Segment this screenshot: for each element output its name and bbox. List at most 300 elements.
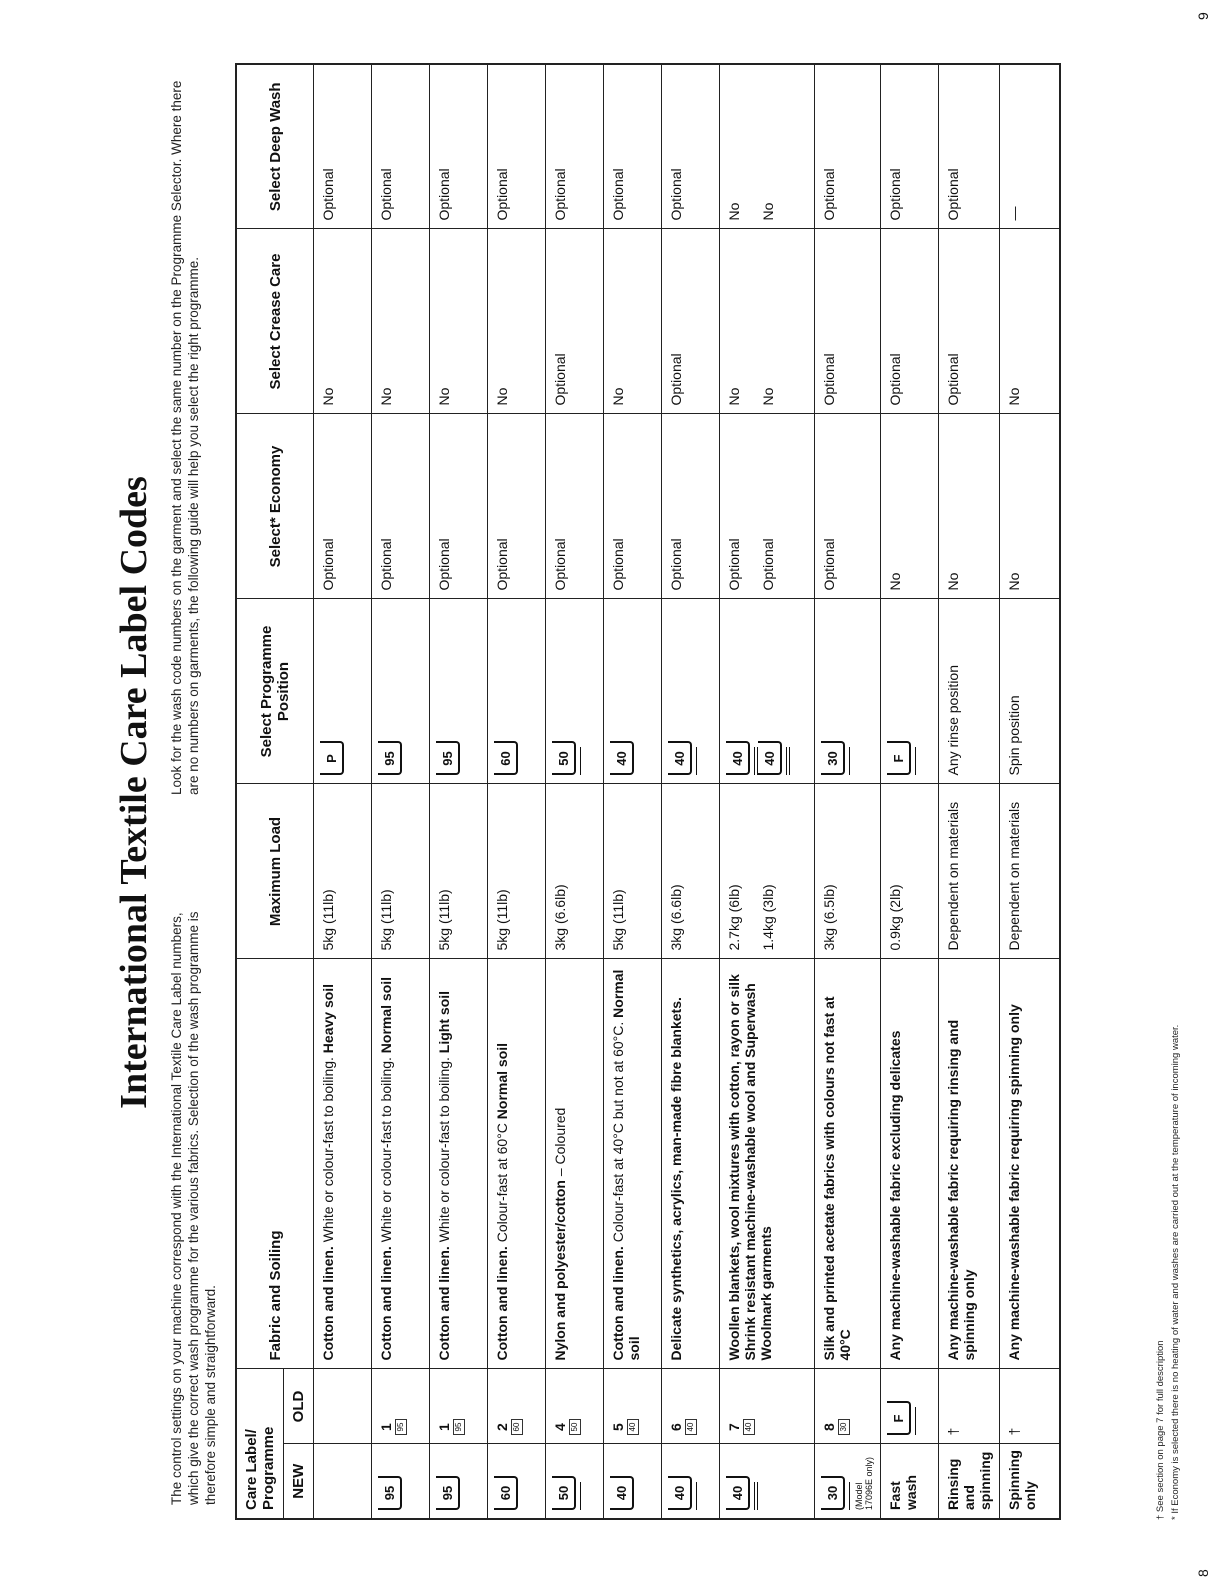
page-number-right: 9 (1195, 12, 1211, 20)
wash-tub-icon (610, 742, 634, 776)
deep-value: Optional (887, 168, 903, 221)
care-symbol-old (553, 1419, 581, 1436)
wash-temp-label: F (891, 754, 906, 763)
cell-programme-position (430, 599, 488, 784)
cell-economy (720, 414, 815, 599)
cell-fabric (372, 959, 430, 1369)
wash-temp-label: 30 (825, 751, 840, 766)
cell-programme-position (314, 599, 372, 784)
cell-deep-wash (430, 64, 488, 229)
programme-name: Spinning only (1006, 1450, 1038, 1510)
wash-temp-label: 40 (762, 751, 777, 766)
table-body (314, 64, 1060, 1519)
wash-tub-icon (378, 742, 402, 776)
cell-crease-care (1000, 229, 1060, 414)
old-code-number: 6 (668, 1423, 684, 1431)
wash-tub-icon (726, 742, 750, 776)
wash-tub-icon (494, 742, 518, 776)
header-care-label: Care Label/ Programme (236, 1369, 284, 1519)
crease-value: Optional (821, 353, 837, 406)
old-code-temp: 95 (395, 1419, 407, 1436)
fabric-detail: White or colour-fast to boiling. (436, 1053, 452, 1247)
fabric-type: Cotton and linen. (320, 1246, 336, 1361)
deep-value: Optional (436, 168, 452, 221)
fabric-soil: Normal soil (378, 976, 394, 1054)
bar-underline-icon (694, 748, 697, 776)
old-code-temp: 40 (743, 1419, 755, 1436)
wash-temp-label: 50 (556, 751, 571, 766)
economy-value: Optional (668, 538, 684, 591)
cell-max-load (939, 784, 1000, 959)
wash-temp-label: 40 (614, 1485, 629, 1501)
fabric-soil: Shrink resistant machine-washable wool and Superwash Woolmark garments (742, 983, 774, 1361)
cell-programme-position (815, 599, 881, 784)
wash-tub-icon (668, 742, 692, 776)
old-code-number: 7 (726, 1423, 742, 1431)
dagger-mark: † (1006, 1427, 1022, 1436)
cell-new (881, 1444, 939, 1519)
economy-value: Optional (494, 538, 510, 591)
cell-economy (815, 414, 881, 599)
cell-deep-wash (881, 64, 939, 229)
cell-max-load (488, 784, 546, 959)
deep-value: No (726, 202, 742, 221)
cell-programme-position (939, 599, 1000, 784)
programme-symbol (821, 742, 850, 776)
cell-old (372, 1369, 430, 1444)
wash-tub-icon (494, 1476, 518, 1510)
cell-programme-position (1000, 599, 1060, 784)
crease-value: No (320, 387, 336, 406)
cell-max-load (546, 784, 604, 959)
wash-tub-icon (668, 1476, 692, 1510)
programme-name: Fast wash (887, 1474, 919, 1510)
fabric-soil: Light soil (436, 990, 452, 1054)
cell-fabric (939, 959, 1000, 1369)
cell-max-load (314, 784, 372, 959)
old-code-number: 2 (494, 1423, 510, 1431)
fabric-type: Any machine-washable fabric excluding delicates (887, 1030, 903, 1361)
table-row (939, 64, 1000, 1519)
fabric-detail: White or colour-fast to boiling. (320, 1053, 336, 1247)
wash-tub-icon (320, 742, 344, 776)
economy-value-2: Optional (760, 538, 776, 591)
fabric-detail: – Coloured (552, 1107, 568, 1181)
programme-symbol (887, 742, 916, 776)
deep-value: Optional (552, 168, 568, 221)
economy-value: No (1006, 572, 1022, 591)
crease-value: Optional (887, 353, 903, 406)
cell-economy (488, 414, 546, 599)
max-load-value: 3kg (6.6lb) (668, 884, 684, 951)
page-number-left: 8 (1195, 1569, 1211, 1577)
max-load-value: 0.9kg (2lb) (887, 884, 903, 951)
bar-underline-icon (913, 1408, 916, 1436)
cell-fabric (430, 959, 488, 1369)
wash-temp-label: 50 (556, 1485, 571, 1501)
cell-max-load (720, 784, 815, 959)
care-symbol-new (378, 1476, 402, 1510)
wash-temp-label: 40 (672, 751, 687, 766)
max-load-value: Dependent on materials (1006, 801, 1022, 951)
max-load-value: Dependent on materials (945, 801, 961, 951)
cell-economy (372, 414, 430, 599)
care-symbol-old (822, 1419, 850, 1436)
table-row (372, 64, 430, 1519)
cell-max-load (430, 784, 488, 959)
fabric-soil: Normal soil (494, 1042, 510, 1120)
crease-value: No (1006, 387, 1022, 406)
old-code-number: 4 (552, 1423, 568, 1431)
bar-underline-icon (913, 748, 916, 776)
cell-fabric (881, 959, 939, 1369)
old-code-temp: 95 (453, 1419, 465, 1436)
cell-max-load (815, 784, 881, 959)
header-old: OLD (284, 1369, 314, 1444)
wash-temp-label: 60 (498, 1485, 513, 1501)
fabric-detail: Colour-fast at 60°C (494, 1119, 510, 1247)
economy-value: Optional (552, 538, 568, 591)
cell-deep-wash (314, 64, 372, 229)
cell-old (1000, 1369, 1060, 1444)
fabric-detail: Colour-fast at 40°C but not at 60°C. (610, 1017, 626, 1247)
wash-tub-icon (758, 742, 782, 776)
wash-temp-label: 30 (825, 1485, 840, 1501)
table-row (881, 64, 939, 1519)
bar-underline-icon (847, 748, 850, 776)
programme-symbol (320, 742, 344, 776)
cell-crease-care (881, 229, 939, 414)
cell-max-load (604, 784, 662, 959)
model-note: (Model 17096E only) (854, 1456, 874, 1510)
crease-value: Optional (668, 353, 684, 406)
wash-tub-icon (552, 742, 576, 776)
care-symbol-new (726, 1476, 758, 1510)
wash-tub-icon (378, 1476, 402, 1510)
cell-old (881, 1369, 939, 1444)
old-code-number: 1 (436, 1423, 452, 1431)
economy-value: No (887, 572, 903, 591)
table-row (430, 64, 488, 1519)
cell-new (1000, 1444, 1060, 1519)
economy-value: Optional (378, 538, 394, 591)
cell-programme-position (488, 599, 546, 784)
crease-value: Optional (552, 353, 568, 406)
care-symbol-old (611, 1419, 639, 1436)
wash-tub-icon (821, 1476, 845, 1510)
table-row (604, 64, 662, 1519)
footnote-star: * If Economy is selected there is no heating of water and washes are carried out at the temperature of incoming water. (1170, 1024, 1181, 1520)
wash-tub-icon (726, 1476, 750, 1510)
fabric-type: Nylon and polyester/cotton (552, 1180, 568, 1361)
cell-programme-position (546, 599, 604, 784)
cell-new (546, 1444, 604, 1519)
wash-tub-icon (436, 1476, 460, 1510)
care-symbol-old (727, 1419, 755, 1436)
wash-temp-label: 60 (498, 751, 513, 766)
cell-new (314, 1444, 372, 1519)
wash-temp-label: 40 (730, 1485, 745, 1501)
cell-deep-wash (1000, 64, 1060, 229)
wash-tub-icon (887, 742, 911, 776)
max-load-value: 3kg (6.6lb) (552, 884, 568, 951)
cell-deep-wash (604, 64, 662, 229)
cell-old (662, 1369, 720, 1444)
old-code-temp: 60 (511, 1419, 523, 1436)
cell-programme-position (372, 599, 430, 784)
cell-economy (662, 414, 720, 599)
economy-value: Optional (436, 538, 452, 591)
intro-right: Look for the wash code numbers on the garment and select the same number on the Programme Selector. Where there are no numbers on garments, the following guide will help you select the right programme. (169, 80, 201, 795)
cell-new (720, 1444, 815, 1519)
cell-new (604, 1444, 662, 1519)
max-load-value: 5kg (11lb) (378, 889, 394, 951)
cell-fabric (546, 959, 604, 1369)
care-symbol-old (379, 1419, 407, 1436)
cell-old (430, 1369, 488, 1444)
care-symbol-old (669, 1419, 697, 1436)
cell-programme-position (604, 599, 662, 784)
old-code-temp: 40 (685, 1419, 697, 1436)
crease-value: No (378, 387, 394, 406)
care-symbol-old (437, 1419, 465, 1436)
wash-temp-label: 95 (440, 751, 455, 766)
deep-value: Optional (494, 168, 510, 221)
cell-old (488, 1369, 546, 1444)
programme-symbol (552, 742, 581, 776)
cell-crease-care (314, 229, 372, 414)
cell-programme-position (720, 599, 815, 784)
cell-old (720, 1369, 815, 1444)
wash-temp-label: P (324, 754, 339, 763)
max-load-value: 5kg (11lb) (320, 889, 336, 951)
header-fabric: Fabric and Soiling (236, 959, 314, 1369)
deep-value: Optional (668, 168, 684, 221)
programme-position-text: Spin position (1006, 695, 1022, 776)
old-code-temp: 40 (627, 1419, 639, 1436)
cell-crease-care (720, 229, 815, 414)
fabric-type: Cotton and linen. (378, 1246, 394, 1361)
economy-value: Optional (726, 538, 742, 591)
cell-deep-wash (488, 64, 546, 229)
max-load-value: 5kg (11lb) (610, 889, 626, 951)
cell-fabric (662, 959, 720, 1369)
wash-temp-label: 95 (440, 1485, 455, 1501)
wash-tub-icon (821, 742, 845, 776)
header-deep-wash: Select Deep Wash (236, 64, 314, 229)
cell-max-load (662, 784, 720, 959)
cell-new (939, 1444, 1000, 1519)
fabric-soil: Heavy soil (320, 983, 336, 1054)
cell-fabric (815, 959, 881, 1369)
table-row (314, 64, 372, 1519)
table-row (662, 64, 720, 1519)
wash-tub-icon (610, 1476, 634, 1510)
old-code-temp: 30 (838, 1419, 850, 1436)
crease-value: No (726, 387, 742, 406)
wash-temp-label: 95 (382, 1485, 397, 1501)
economy-value: Optional (610, 538, 626, 591)
wash-tub-icon (436, 742, 460, 776)
bar-underline-icon (784, 748, 790, 776)
fabric-type: Any machine-washable fabric requiring spinning only (1006, 1004, 1022, 1361)
cell-deep-wash (372, 64, 430, 229)
dagger-mark: † (945, 1427, 961, 1436)
cell-old (546, 1369, 604, 1444)
cell-fabric (488, 959, 546, 1369)
cell-crease-care (815, 229, 881, 414)
crease-value: No (436, 387, 452, 406)
care-label-table (235, 63, 1061, 1520)
table-row (546, 64, 604, 1519)
programme-symbol (436, 742, 460, 776)
cell-old (939, 1369, 1000, 1444)
table-row (488, 64, 546, 1519)
programme-symbol (378, 742, 402, 776)
cell-economy (314, 414, 372, 599)
cell-old (604, 1369, 662, 1444)
footnote-dagger: † See section on page 7 for full description (1155, 1340, 1166, 1520)
old-code-temp: 50 (569, 1419, 581, 1436)
deep-value: — (1006, 206, 1022, 221)
fabric-soil: Normal soil (610, 969, 642, 1361)
deep-value: Optional (945, 168, 961, 221)
table-row (1000, 64, 1060, 1519)
cell-new (815, 1444, 881, 1519)
cell-economy (604, 414, 662, 599)
header-programme-position: Select Programme Position (236, 599, 314, 784)
cell-economy (939, 414, 1000, 599)
fabric-type: Woollen blankets, wool mixtures with cotton, rayon or silk (726, 974, 742, 1361)
fabric-type: Any machine-washable fabric requiring rinsing and spinning only (945, 1019, 977, 1361)
max-load-value: 5kg (11lb) (494, 889, 510, 951)
programme-symbol (668, 742, 697, 776)
bar-underline-icon (578, 1482, 581, 1510)
economy-value: Optional (320, 538, 336, 591)
programme-name: Rinsing and spinning (945, 1451, 993, 1510)
cell-new (488, 1444, 546, 1519)
deep-value: Optional (821, 168, 837, 221)
max-load-value-2: 1.4kg (3lb) (760, 884, 776, 951)
care-symbol-new (610, 1476, 634, 1510)
programme-symbol (494, 742, 518, 776)
cell-fabric (1000, 959, 1060, 1369)
header-max-load: Maximum Load (236, 784, 314, 959)
wash-temp-label: F (891, 1414, 906, 1423)
fabric-type: Cotton and linen. (494, 1246, 510, 1361)
cell-deep-wash (939, 64, 1000, 229)
programme-symbol-2 (758, 742, 790, 776)
wash-tub-icon (552, 1476, 576, 1510)
programme-symbol (610, 742, 634, 776)
economy-value: Optional (821, 538, 837, 591)
wash-temp-label: 40 (614, 751, 629, 766)
cell-max-load (1000, 784, 1060, 959)
deep-value-2: No (760, 202, 776, 221)
care-symbol-new (821, 1476, 850, 1510)
cell-economy (881, 414, 939, 599)
bar-underline-icon (578, 748, 581, 776)
deep-value: Optional (320, 168, 336, 221)
cell-deep-wash (546, 64, 604, 229)
crease-value-2: No (760, 387, 776, 406)
wash-temp-label: 40 (672, 1485, 687, 1501)
cell-new (372, 1444, 430, 1519)
cell-crease-care (488, 229, 546, 414)
cell-max-load (372, 784, 430, 959)
cell-new (430, 1444, 488, 1519)
crease-value: No (494, 387, 510, 406)
cell-max-load (881, 784, 939, 959)
header-economy: Select* Economy (236, 414, 314, 599)
cell-programme-position (662, 599, 720, 784)
cell-old (314, 1369, 372, 1444)
cell-crease-care (430, 229, 488, 414)
intro-left: The control settings on your machine correspond with the International Textile Care Label numbers, which give the correct wash programme for the various fabrics. Selection of the wash programme is therefore simple and straightforward. (169, 911, 218, 1505)
max-load-value: 5kg (11lb) (436, 889, 452, 951)
economy-value: No (945, 572, 961, 591)
cell-crease-care (662, 229, 720, 414)
cell-deep-wash (720, 64, 815, 229)
table-row (815, 64, 881, 1519)
cell-crease-care (546, 229, 604, 414)
programme-symbol (726, 742, 758, 776)
cell-crease-care (372, 229, 430, 414)
cell-deep-wash (815, 64, 881, 229)
cell-crease-care (604, 229, 662, 414)
fabric-type: Cotton and linen. (610, 1246, 626, 1361)
cell-programme-position (881, 599, 939, 784)
care-symbol-new (436, 1476, 460, 1510)
bar-underline-icon (847, 1482, 850, 1510)
header-new: NEW (284, 1444, 314, 1519)
page-title: International Textile Care Label Codes (113, 476, 155, 1109)
old-code-number: 1 (378, 1423, 394, 1431)
fabric-type: Silk and printed acetate fabrics with colours not fast at 40°C (821, 996, 853, 1361)
cell-economy (546, 414, 604, 599)
cell-crease-care (939, 229, 1000, 414)
fabric-detail: White or colour-fast to boiling. (378, 1053, 394, 1247)
wash-temp-label: 40 (730, 751, 745, 766)
fabric-type: Cotton and linen. (436, 1246, 452, 1361)
max-load-value: 2.7kg (6lb) (726, 884, 742, 951)
care-symbol-new (494, 1476, 518, 1510)
bar-underline-icon (694, 1482, 697, 1510)
crease-value: Optional (945, 353, 961, 406)
cell-new (662, 1444, 720, 1519)
old-code-number: 5 (610, 1423, 626, 1431)
table-row (720, 64, 815, 1519)
cell-fabric (314, 959, 372, 1369)
bar-underline-icon (752, 1482, 758, 1510)
crease-value: No (610, 387, 626, 406)
care-symbol-fast-wash (887, 1402, 916, 1436)
old-code-number: 8 (821, 1423, 837, 1431)
max-load-value: 3kg (6.5lb) (821, 884, 837, 951)
header-crease-care: Select Crease Care (236, 229, 314, 414)
wash-temp-label: 95 (382, 751, 397, 766)
programme-position-text: Any rinse position (945, 664, 961, 776)
fabric-type: Delicate synthetics, acrylics, man-made fibre blankets. (668, 997, 684, 1361)
wash-tub-icon (887, 1402, 911, 1436)
care-symbol-old (495, 1419, 523, 1436)
cell-fabric (720, 959, 815, 1369)
cell-economy (1000, 414, 1060, 599)
cell-fabric (604, 959, 662, 1369)
deep-value: Optional (378, 168, 394, 221)
cell-old (815, 1369, 881, 1444)
cell-deep-wash (662, 64, 720, 229)
